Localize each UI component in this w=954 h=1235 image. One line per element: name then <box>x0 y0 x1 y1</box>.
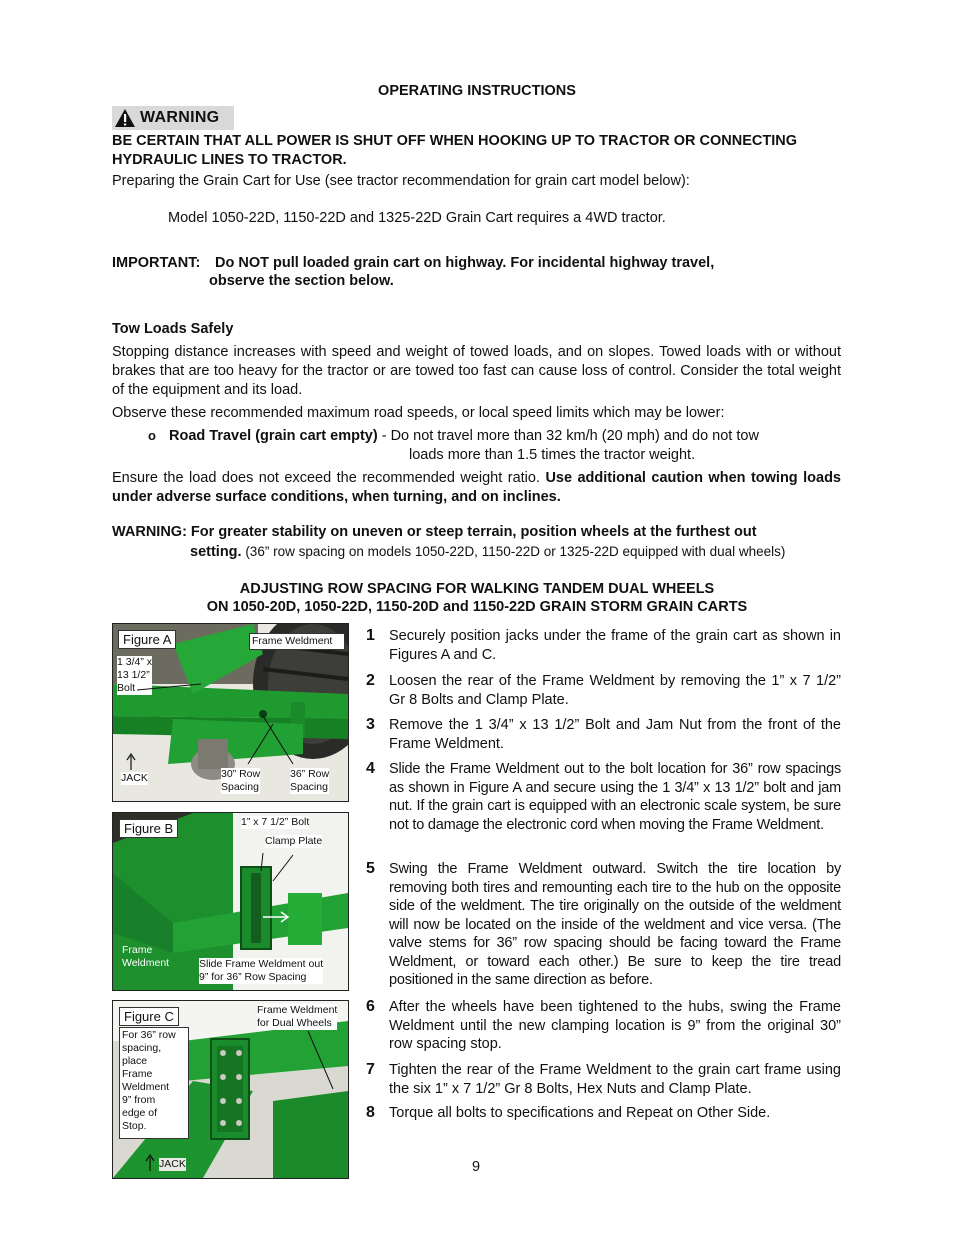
figure-c-note: For 36” row spacing, place Frame Weldment 9” from edge of Stop. <box>119 1027 189 1139</box>
figure-a-frame-label: Frame Weldment <box>249 633 345 650</box>
page-number: 9 <box>472 1159 481 1175</box>
step-2-number: 2 <box>366 672 375 689</box>
step-6-text: After the wheels have been tightened to the hubs, swing the Frame Weldment until the new clamping location is 9” from the original 30” row spacing stop. <box>389 999 841 1052</box>
figure-c <box>112 1000 349 1179</box>
tow-title: Tow Loads Safely <box>112 321 234 337</box>
important-label: IMPORTANT: <box>112 255 201 271</box>
ensure-normal: Ensure the load does not exceed the recommended weight ratio. <box>112 470 546 486</box>
step-3-number: 3 <box>366 716 375 733</box>
figure-b-clamp-label: Clamp Plate <box>265 835 323 847</box>
step-8-text: Torque all bolts to specifications and Repeat on Other Side. <box>389 1105 771 1121</box>
figure-a-label: Figure A <box>118 630 176 649</box>
warning-power-text: BE CERTAIN THAT ALL POWER IS SHUT OFF WHEN HOOKING UP TO TRACTOR OR CONNECTING HYDRAULIC LINES TO TRACTOR. <box>112 133 797 168</box>
tow-paragraph: Stopping distance increases with speed and weight of towed loads, and on slopes. Towed loads with or without brakes that are too heavy for the tractor or are towed too fast can cause loss of control. Consider the total weight of the equipment and its load. <box>112 344 841 398</box>
step-1-number: 1 <box>366 627 375 644</box>
bullet-mark: o <box>148 428 156 443</box>
step-8-number: 8 <box>366 1104 375 1121</box>
preparing-text: Preparing the Grain Cart for Use (see tractor recommendation for grain cart model below): <box>112 173 690 189</box>
road-travel-text: - Do not travel more than 32 km/h (20 mph) and do not tow <box>377 428 759 444</box>
figure-a <box>112 623 349 802</box>
step-5-text: Swing the Frame Weldment outward. Switch the tire location by removing both tires and remounting each tire to the hub on the opposite side of the weldment. The tire originally on the outside of the weldment will now be located on the inside of the weldment and vice versa. (The valve stems for 36” row spacing should be facing toward the Frame Weldment, or toward each other.) Be sure to keep the tire tread positioned in the same direction as before. <box>389 861 841 988</box>
important-line1: Do NOT pull loaded grain cart on highway. For incidental highway travel, <box>215 255 715 271</box>
warning-label: WARNING <box>140 109 220 126</box>
section-header: OPERATING INSTRUCTIONS <box>378 83 576 99</box>
stability-warning-bold: setting. <box>190 544 242 560</box>
model-requirement: Model 1050-22D, 1150-22D and 1325-22D Grain Cart requires a 4WD tractor. <box>168 210 666 226</box>
figure-b-slide-label: Slide Frame Weldment out 9” for 36” Row Spacing <box>199 958 324 983</box>
tow-speed-text: Observe these recommended maximum road speeds, or local speed limits which may be lower: <box>112 405 725 421</box>
step-3-text: Remove the 1 3/4” x 13 1/2” Bolt and Jam Nut from the front of the Frame Weldment. <box>389 717 841 752</box>
figure-b-label: Figure B <box>119 819 178 838</box>
step-5-number: 5 <box>366 860 375 877</box>
figure-b-frame-label: Frame Weldment <box>122 944 170 969</box>
figure-c-jack-label: JACK <box>159 1158 186 1170</box>
step-2-text: Loosen the rear of the Frame Weldment by removing the 1” x 7 1/2” Gr 8 Bolts and Clamp Plate. <box>389 673 841 708</box>
figure-c-frame-label: Frame Weldment for Dual Wheels <box>257 1004 338 1029</box>
adjust-title-line1: ADJUSTING ROW SPACING FOR WALKING TANDEM DUAL WHEELS <box>239 581 715 597</box>
step-6-number: 6 <box>366 998 375 1015</box>
warning-triangle-icon <box>114 108 136 128</box>
important-line2: observe the section below. <box>209 273 394 289</box>
step-1-text: Securely position jacks under the frame of the grain cart as shown in Figures A and C. <box>389 628 841 663</box>
stability-warning-note: (36” row spacing on models 1050-22D, 1150-22D or 1325-22D equipped with dual wheels) <box>241 544 786 559</box>
stability-warning-line1: WARNING: For greater stability on uneven or steep terrain, position wheels at the furthest out <box>112 524 757 540</box>
ensure-bold: Use additional caution when towing loads under adverse surface conditions, when turning, and on inclines. <box>112 470 841 505</box>
step-7-text: Tighten the rear of the Frame Weldment to the grain cart frame using the six 1” x 7 1/2” Gr 8 Bolts, Hex Nuts and Clamp Plate. <box>389 1062 841 1097</box>
figure-a-36-row-label: 36” Row Spacing <box>290 768 330 793</box>
road-travel-line <box>169 427 849 446</box>
road-travel-label: Road Travel (grain cart empty) <box>169 428 378 444</box>
step-7-number: 7 <box>366 1061 375 1078</box>
road-travel-text2: loads more than 1.5 times the tractor weight. <box>409 447 696 463</box>
step-4-number: 4 <box>366 760 375 777</box>
step-4-text: Slide the Frame Weldment out to the bolt location for 36” row spacings as shown in Figure A and secure using the 1 3/4” x 13 1/2” bolt and jam nut. If the grain cart is equipped with an electronic scale system, be sure not to damage the electronic cord when moving the Frame Weldment. <box>389 761 841 833</box>
figure-b <box>112 812 349 991</box>
figure-b-bolt-label: 1” x 7 1/2” Bolt <box>241 816 310 828</box>
figure-a-bolt-label: 1 3/4” x 13 1/2” Bolt <box>117 656 153 694</box>
figure-a-30-row-label: 30” Row Spacing <box>221 768 261 793</box>
figure-c-label: Figure C <box>119 1007 179 1026</box>
adjust-title-line2: ON 1050-20D, 1050-22D, 1150-20D and 1150-22D GRAIN STORM GRAIN CARTS <box>206 599 748 615</box>
stability-warning-line2 <box>190 542 850 562</box>
ensure-paragraph <box>112 469 841 507</box>
warning-logo <box>112 106 234 130</box>
figure-a-jack-label: JACK <box>121 772 148 784</box>
